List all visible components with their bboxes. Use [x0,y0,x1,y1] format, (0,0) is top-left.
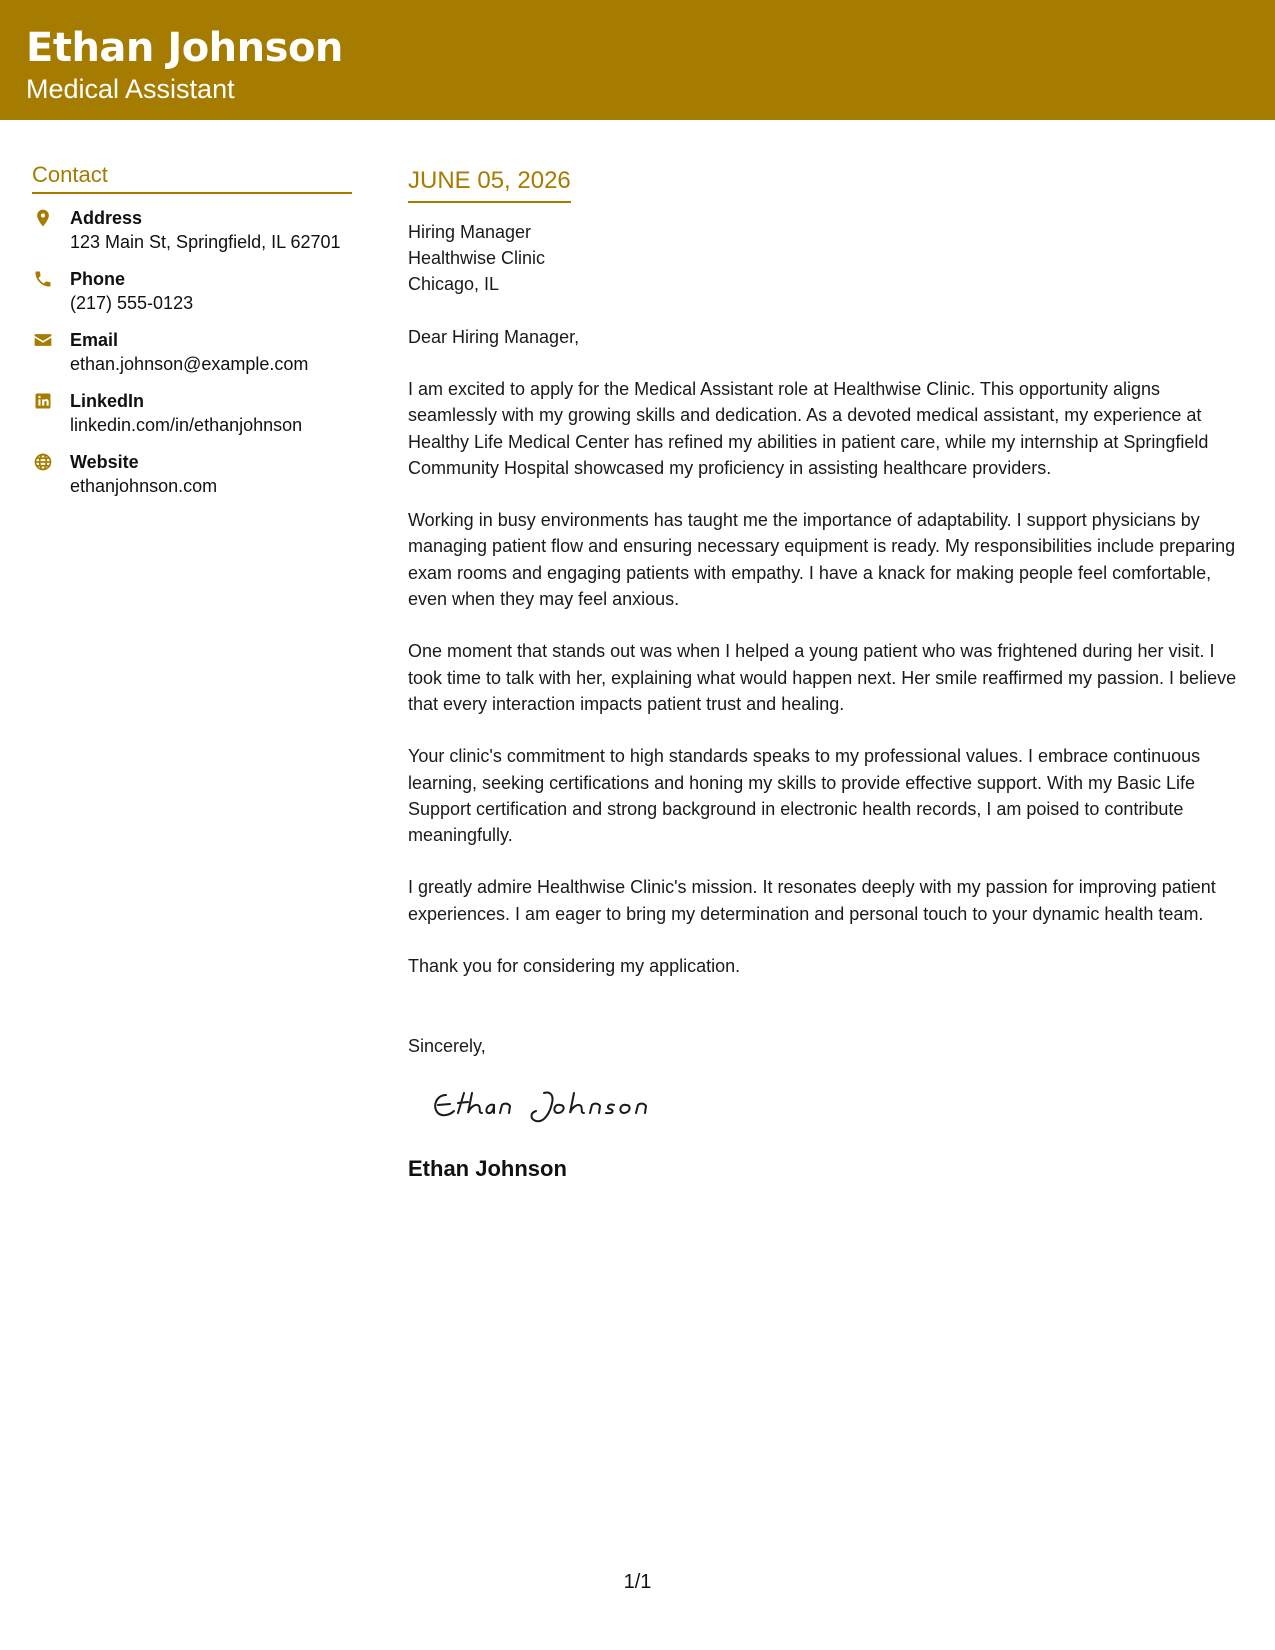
letter-body [408,165,1248,1184]
letter-paragraph: Your clinic's commitment to high standards speaks to my professional values. I embrace continuous learning, seeking certifications and honing my skills to provide effective support. With my Basic Life Support certification and strong background in electronic health records, I am poised to contribute meaningfully. [408,746,1201,846]
page-number: 1/1 [623,1571,652,1593]
recipient-name: Hiring Manager [408,222,532,242]
contact-item-email [32,328,352,376]
linkedin-icon [32,390,54,412]
contact-label: Website [70,452,139,472]
letter-paragraph: I greatly admire Healthwise Clinic's mission. It resonates deeply with my passion for improving patient experiences. I am eager to bring my determination and personal touch to your dynamic health team. [408,877,1216,924]
header-banner [0,0,1275,120]
letter-paragraph: Working in busy environments has taught me the importance of adaptability. I support physicians by managing patient flow and ensuring necessary equipment is ready. My responsibilities include preparing exam rooms and engaging patients with empathy. I have a knack for making people feel comfortable, even when they may feel anxious. [408,510,1236,610]
phone-value[interactable]: (217) 555-0123 [70,293,194,313]
phone-icon [32,268,54,290]
contact-sidebar [32,160,352,511]
contact-item-phone [32,267,352,315]
contact-label: Email [70,330,119,350]
contact-label: Address [70,208,143,228]
letter-paragraph: One moment that stands out was when I helped a young patient who was frightened during her visit. I took time to talk with her, explaining what would happen next. Her smile reaffirmed my passion. I believe that every interaction impacts patient trust and healing. [408,641,1237,714]
envelope-icon [32,329,54,351]
recipient-location: Chicago, IL [408,274,500,294]
contact-item-address [32,206,352,254]
address-value: 123 Main St, Springfield, IL 62701 [70,232,341,252]
recipient-block [408,219,1248,297]
letter-date: JUNE 05, 2026 [408,165,571,203]
job-title: Medical Assistant [26,74,235,104]
contact-label: Phone [70,269,126,289]
recipient-company: Healthwise Clinic [408,248,546,268]
signer-name: Ethan Johnson [408,1156,567,1182]
applicant-name: Ethan Johnson [26,25,343,71]
contact-item-linkedin [32,389,352,437]
closing: Sincerely, [408,1036,486,1057]
contact-item-website [32,450,352,498]
letter-paragraph: Thank you for considering my application. [408,956,741,977]
contact-heading: Contact [32,160,352,194]
contact-label: LinkedIn [70,391,145,411]
greeting: Dear Hiring Manager, [408,327,580,347]
handwritten-signature [424,1075,664,1135]
location-pin-icon [32,207,54,229]
linkedin-value[interactable]: linkedin.com/in/ethanjohnson [70,415,303,435]
letter-paragraph: I am excited to apply for the Medical Assistant role at Healthwise Clinic. This opportunity aligns seamlessly with my growing skills and dedication. As a devoted medical assistant, my experience at Healthy Life Medical Center has refined my abilities in patient care, while my internship at Springfield Community Hospital showcased my proficiency in assisting healthcare providers. [408,379,1209,478]
website-value[interactable]: ethanjohnson.com [70,476,218,496]
email-value[interactable]: ethan.johnson@example.com [70,354,309,374]
globe-icon [32,451,54,473]
